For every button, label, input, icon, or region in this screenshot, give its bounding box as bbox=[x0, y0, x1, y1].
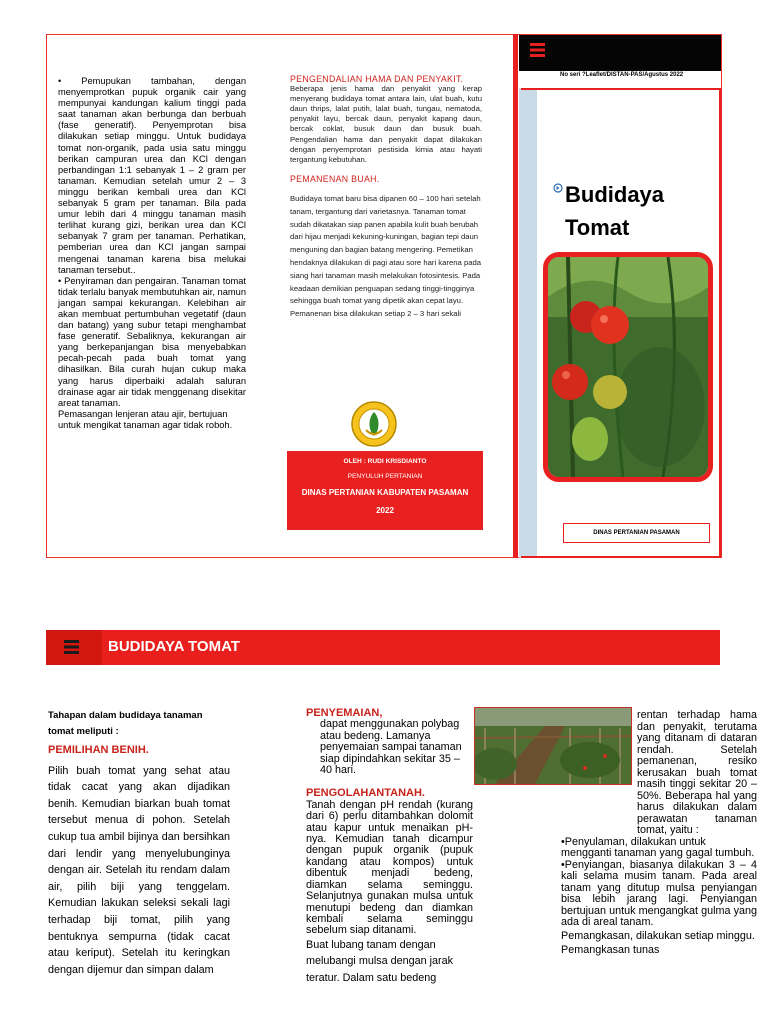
cover-title-line1: Budidaya bbox=[565, 182, 665, 207]
cover-title bbox=[565, 178, 664, 244]
panen-text: Budidaya tomat baru bisa dipanen 60 – 100 hari setelah tanam, tergantung dari varietasnya. Tanaman tomat sudah dikatakan siap panen apabila kulit buah berubah dari hijau menjadi kekuning-kuningan, bagian tepi daun menguning dan bagian batang mengering. Pemetikan hendaknya dilakukan di pagi atau sore hari karena pada siang hari tanaman masih melakukan fotosintesis. Pada keadaan demikian penguapan sedang tinggi-tingginya sehingga buah tomat yang dipetik akan cepat layu. Pemanenan bisa dilakukan setiap 2 – 3 hari sekali bbox=[290, 193, 482, 319]
author-name: OLEH : RUDI KRISDIANTO bbox=[343, 458, 427, 465]
cover-header-bar bbox=[519, 35, 721, 71]
ajir-text: Pemasangan lenjeran atau ajir, bertujuan untuk mengikat tanaman agar tidak roboh. bbox=[58, 408, 233, 430]
penyemaian-heading: PENYEMAIAN, bbox=[306, 707, 383, 719]
penyulaman-text: •Penyulaman, dilakukan untuk mengganti tanaman yang gagal tumbuh. bbox=[561, 835, 755, 859]
cover-dinas-box: DINAS PERTANIAN PASAMAN bbox=[563, 523, 710, 543]
column-pemilihan bbox=[48, 708, 230, 978]
author-year: 2022 bbox=[376, 506, 394, 515]
pemangkasan-text: Pemangkasan, dilakukan setiap minggu. Pemangkasan tunas bbox=[561, 929, 755, 956]
column-hama-panen bbox=[290, 74, 482, 321]
cover-title-line2: Tomat bbox=[565, 215, 630, 240]
bullet-circle-icon bbox=[553, 183, 563, 193]
author-role: PENYULUH PERTANIAN bbox=[347, 473, 423, 480]
pemupukan-text: • Pemupukan tambahan, dengan menyemprotkan pupuk organik cair yang mempunyai kandungan kalium tinggi pada saat tanaman akan berbunga dan berbuah (fase generatif). Penyemprotan bisa dilakukan setiap minggu. Untuk budidaya tomat non-organik, pada usia satu minggu berikan campuran urea dan KCl dengan perbandingan 1:1 sebanyak 1 – 2 gram per tanaman. Kemudian setelah umur 2 – 3 minggu berikan kembali urea dan KCl sebanyak 5 gram per tanaman. Bila pada umur lebih dari 4 minggu tanaman masih terlihat kurang gizi, berikan urea dan KCl sebanyak 7 gram per tanaman. Perhatikan, pemberian urea dan KCl jangan sampai mengenai tanaman karena bisa melukai tanaman tersebut.. bbox=[58, 76, 246, 275]
panen-heading: PEMANENAN BUAH. bbox=[290, 173, 380, 184]
section-title: BUDIDAYA TOMAT bbox=[108, 638, 240, 655]
penyiraman-text: • Penyiraman dan pengairan. Tanaman tomat tidak terlalu banyak membutuhkan air, namun jangan sampai kekurangan. Kelebihan air akan membuat pertumbuhan vegetatif (daun dan batang) yang subur tetapi menghambat fase generatif. Sebaliknya, kekurangan air yang berkepanjangan bisa menyebabkan pecah-pecah pada buah tomat yang dihasilkan. Bila curah hujan cukup maka yang harus diperbaiki adalah saluran drainase agar air tidak menggenang disekitar areat tanaman. bbox=[58, 275, 246, 408]
menu-icon bbox=[64, 640, 79, 654]
perawatan-text: rentan terhadap hama dan penyakit, terutama yang ditanam di dataran rendah. Setelah pemanenan, resiko kerusakan buah tomat masih tinggi sekitar 20 – 50%. Beberapa hal yang harus dilakukan dalam perawatan tanaman tomat, yaitu : bbox=[637, 709, 757, 836]
tomato-photo bbox=[543, 252, 713, 482]
menu-icon bbox=[530, 43, 545, 57]
perawatan-text-top bbox=[637, 710, 757, 837]
pemilihan-heading: PEMILIHAN BENIH. bbox=[48, 744, 149, 756]
penyemaian-text: dapat menggunakan polybag atau bedeng. Lamanya penyemaian sampai tanaman siap dipindahkan sekitar 35 – 40 hari. bbox=[320, 718, 462, 777]
author-dinas: DINAS PERTANIAN KABUPATEN PASAMAN bbox=[301, 488, 469, 497]
penyiangan-text: •Penyiangan, biasanya dilakukan 3 – 4 kali selama musim tanam. Pada areal tanam yang ditutup mulsa penyiangan bisa lebih jarang lagi. Penyiangan bertujuan untuk mengangkat gulma yang ada di areal tanam. bbox=[561, 858, 757, 928]
author-box bbox=[287, 451, 483, 530]
hama-text: Beberapa jenis hama dan penyakit yang kerap menyerang budidaya tomat antara lain, ulat buah, kutu daun thrips, lalat putih, lalat buah, tungau, nematoda, penyakit layu, bercak daun, penyakit kapang daun, bercak coklat, busuk daun dan busuk buah. Pengendalian hama dan penyakit dapat dilakukan dengan penyemprotan pestisida kimia atau hayati tergantung kebutuhan. bbox=[290, 84, 482, 164]
column-penyemaian bbox=[306, 708, 473, 986]
hama-heading: PENGENDALIAN HAMA DAN PENYAKIT. bbox=[290, 74, 464, 84]
logo-seal bbox=[348, 400, 400, 448]
serial-number: No seri ?Leaflet/DISTAN-PAS/Agustus 2022 bbox=[560, 72, 684, 78]
section-title-bar bbox=[46, 630, 720, 665]
column-pemupukan bbox=[58, 76, 246, 431]
panel-divider bbox=[513, 34, 518, 558]
title-bar-icon-block bbox=[46, 630, 102, 665]
column-perawatan bbox=[561, 710, 757, 957]
intro-text: Tahapan dalam budidaya tanaman tomat meliputi : bbox=[48, 710, 203, 737]
pemilihan-text: Pilih buah tomat yang sehat atau tidak cacat yang akan dijadikan benih. Kemudian biarkan buah tomat tersebut menua di pohon. Setelah cukup tua ambil bijinya dan bersihkan dari lendir yang menyelubunginya dengan air. Setelah itu rendam dalam air, pilih biji yang tenggelam. Kemudian lakukan seleksi sekali lagi terhadap biji tomat, pilih yang bentuknya sempurna (tidak cacat atau keriput). Setelah itu keringkan dengan dijemur dan simpan dalam bbox=[48, 764, 230, 976]
pengolahan-heading: PENGOLAHANTANAH. bbox=[306, 787, 425, 800]
pengolahan-text: Tanah dengan pH rendah (kurang dari 6) perlu ditambahkan dolomit atau kapur untuk menaikan pH-nya. Kemudian tanah dicampur dengan pupuk organik (pupuk kandang atau kompos) untuk dibentuk menjadi bedeng, diamkan selama seminggu. Selanjutnya gunakan mulsa untuk menutupi bedeng dan diamkan kembali selama seminggu sebelum siap ditanami. bbox=[306, 798, 473, 937]
pengolahan-text-2: Buat lubang tanam dengan melubangi mulsa dengan jarak teratur. Dalam satu bedeng bbox=[306, 938, 454, 984]
